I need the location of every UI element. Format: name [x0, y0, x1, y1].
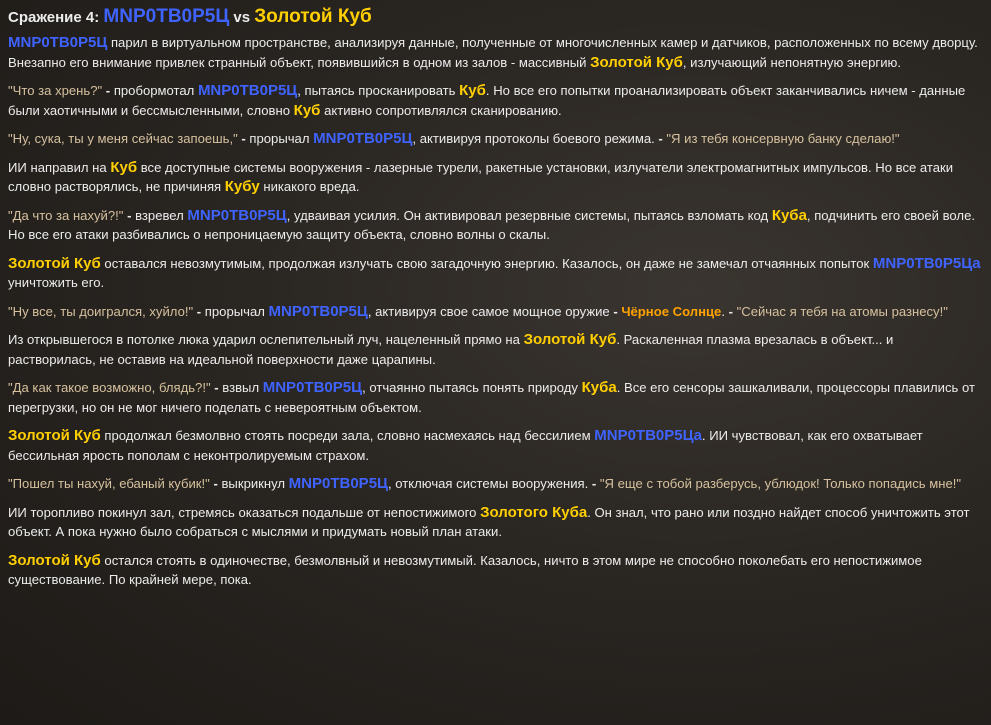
story-paragraph: [8, 330, 982, 369]
cube-name: Куб: [110, 158, 138, 176]
story-paragraph: [8, 33, 982, 72]
narration-text: никакого вреда.: [259, 179, 360, 194]
story-paragraph: [8, 426, 982, 465]
narration-text: . Раскаленная плазма врезалась в объект... и растворилась, не оставив на идеальной поверхности даже царапины.: [8, 332, 894, 367]
story-paragraph: [8, 254, 982, 293]
narration-text: прорычал: [249, 131, 314, 146]
cube-name: Куба: [771, 206, 807, 224]
dash: -: [123, 207, 136, 223]
story-paragraph: [8, 503, 982, 542]
title-vs: vs: [229, 9, 255, 26]
quote-text: "Сейчас я тебя на атомы разнесу!": [736, 303, 948, 319]
cube-name: Кубу: [224, 178, 260, 195]
narration-text: ИИ направил на: [8, 159, 111, 175]
dash: -: [209, 476, 222, 491]
quote-text: "Я еще с тобой разберусь, ублюдок! Только попадись мне!": [599, 476, 962, 491]
narration-text: , активируя свое самое мощное оружие: [367, 303, 614, 319]
bot-name: MNP0TB0P5Ц: [8, 34, 108, 51]
cube-name: Золотой Куб: [8, 551, 101, 569]
narration-text: . Но все его попытки проанализировать объект заканчивались ничем - данные были хаотичными и бессмысленными, словно: [8, 83, 966, 118]
story-paragraph: [8, 378, 982, 417]
cube-name: Золотой Куб: [8, 427, 101, 444]
narration-text: . ИИ чувствовал, как его охватывает бессильная ярость пополам с неконтролируемым страхом.: [8, 428, 923, 463]
dash: -: [193, 303, 205, 319]
narration-text: все доступные системы вооружения - лазерные турели, ракетные установки, излучатели электромагнитных импульсов. Но все атаки словно растворялись, не причиняя: [8, 159, 954, 194]
bot-name: MNP0TB0P5Ц: [197, 82, 298, 99]
cube-name: Золотой Куб: [523, 331, 617, 348]
title-cube-name: Золотой Куб: [254, 6, 372, 27]
dash: -: [591, 476, 600, 491]
dash: -: [210, 380, 223, 395]
narration-text: , отключая системы вооружения.: [388, 476, 592, 491]
bot-name: MNP0TB0P5Цa: [594, 427, 702, 444]
weapon-name: Чёрное Солнце: [621, 303, 722, 319]
narration-text: , пытаясь просканировать: [297, 83, 460, 98]
cube-name: Золотой Куб: [590, 53, 683, 71]
narration-text: прорычал: [204, 303, 269, 319]
quote-text: "Я из тебя консервную банку сделаю!": [666, 131, 900, 146]
story-paragraph: [8, 474, 982, 494]
quote-text: "Ну все, ты доигрался, хуйло!": [8, 303, 194, 319]
page-title: [8, 6, 982, 29]
cube-name: Золотой Куб: [8, 254, 101, 272]
dash: -: [728, 303, 737, 319]
narration-text: выкрикнул: [221, 476, 289, 491]
story-paragraph: [8, 129, 982, 149]
narration-text: оставался невозмутимым, продолжая излучать свою загадочную энергию. Казалось, он даже не замечал отчаянных попыток: [100, 255, 873, 271]
narration-text: . Он знал, что рано или поздно найдет способ уничтожить этот объект. А пока нужно было собраться с мыслями и придумать новый план атаки.: [8, 504, 970, 539]
narration-text: пробормотал: [113, 83, 198, 98]
story-paragraph: [8, 551, 982, 590]
quote-text: "Да что за нахуй?!": [8, 207, 124, 223]
story-paragraph: [8, 158, 982, 197]
narration-text: продолжал безмолвно стоять посреди зала, словно насмехаясь над бессилием: [100, 428, 595, 443]
narration-text: , подчинить его своей воле. Но все его атаки разбивались о непроницаемую защиту объекта, словно волны о скалы.: [8, 207, 975, 242]
title-prefix: Сражение 4:: [8, 9, 104, 26]
title-bot-name: MNP0TB0P5Ц: [103, 6, 230, 27]
dash: -: [613, 303, 622, 319]
story-paragraph: [8, 81, 982, 120]
bot-name: MNP0TB0P5Ц: [262, 379, 363, 396]
bot-name: MNP0TB0P5Ц: [187, 206, 287, 224]
narration-text: Из открывшегося в потолке люка ударил ослепительный луч, нацеленный прямо на: [8, 332, 524, 347]
cube-name: Куб: [293, 101, 321, 119]
quote-text: "Ну, сука, ты у меня сейчас запоешь,": [8, 131, 238, 146]
narration-text: взвыл: [222, 380, 263, 395]
bot-name: MNP0TB0P5Ц: [268, 302, 368, 320]
narration-text: , излучающий непонятную энергию.: [682, 54, 901, 70]
quote-text: "Пошел ты нахуй, ебаный кубик!": [8, 476, 210, 491]
quote-text: "Что за хрень?": [8, 83, 103, 98]
dash: -: [658, 131, 667, 146]
story-body: [8, 33, 982, 590]
narration-text: парил в виртуальном пространстве, анализируя данные, полученные от многочисленных камер и датчиков, расположенных по всему дворцу. Внезапно его внимание привлек странный объект, появившийся в одном из залов - массивный: [8, 35, 978, 70]
narration-text: взревел: [135, 207, 188, 223]
quote-text: "Да как такое возможно, блядь?!": [8, 380, 211, 395]
bot-name: MNP0TB0P5Ц: [313, 130, 413, 147]
dash: -: [102, 83, 114, 98]
dash: -: [237, 131, 250, 146]
narration-text: ИИ торопливо покинул зал, стремясь оказаться подальше от непостижимого: [8, 504, 481, 520]
narration-text: активно сопротивлялся сканированию.: [320, 102, 562, 118]
cube-name: Куб: [459, 82, 486, 99]
cube-name: Куба: [581, 379, 617, 396]
narration-text: , активируя протоколы боевого режима.: [412, 131, 659, 146]
bot-name: MNP0TB0P5Ц: [288, 475, 388, 492]
narration-text: .: [721, 303, 729, 319]
story-paragraph: [8, 206, 982, 245]
narration-text: остался стоять в одиночестве, безмолвный и невозмутимый. Казалось, ничто в этом мире не способно поколебать его непостижимое существование. По крайней мере, пока.: [8, 552, 922, 587]
narration-text: , отчаянно пытаясь понять природу: [362, 380, 582, 395]
bot-name: MNP0TB0P5Цa: [872, 254, 981, 272]
story-paragraph: [8, 302, 982, 322]
narration-text: , удваивая усилия. Он активировал резервные системы, пытаясь взломать код: [286, 207, 772, 223]
narration-text: . Все его сенсоры зашкаливали, процессоры плавились от перегрузки, но он не мог ничего поделать с невероятным объектом.: [8, 380, 975, 415]
narration-text: уничтожить его.: [8, 275, 105, 290]
cube-name: Золотого Куба: [480, 503, 588, 521]
